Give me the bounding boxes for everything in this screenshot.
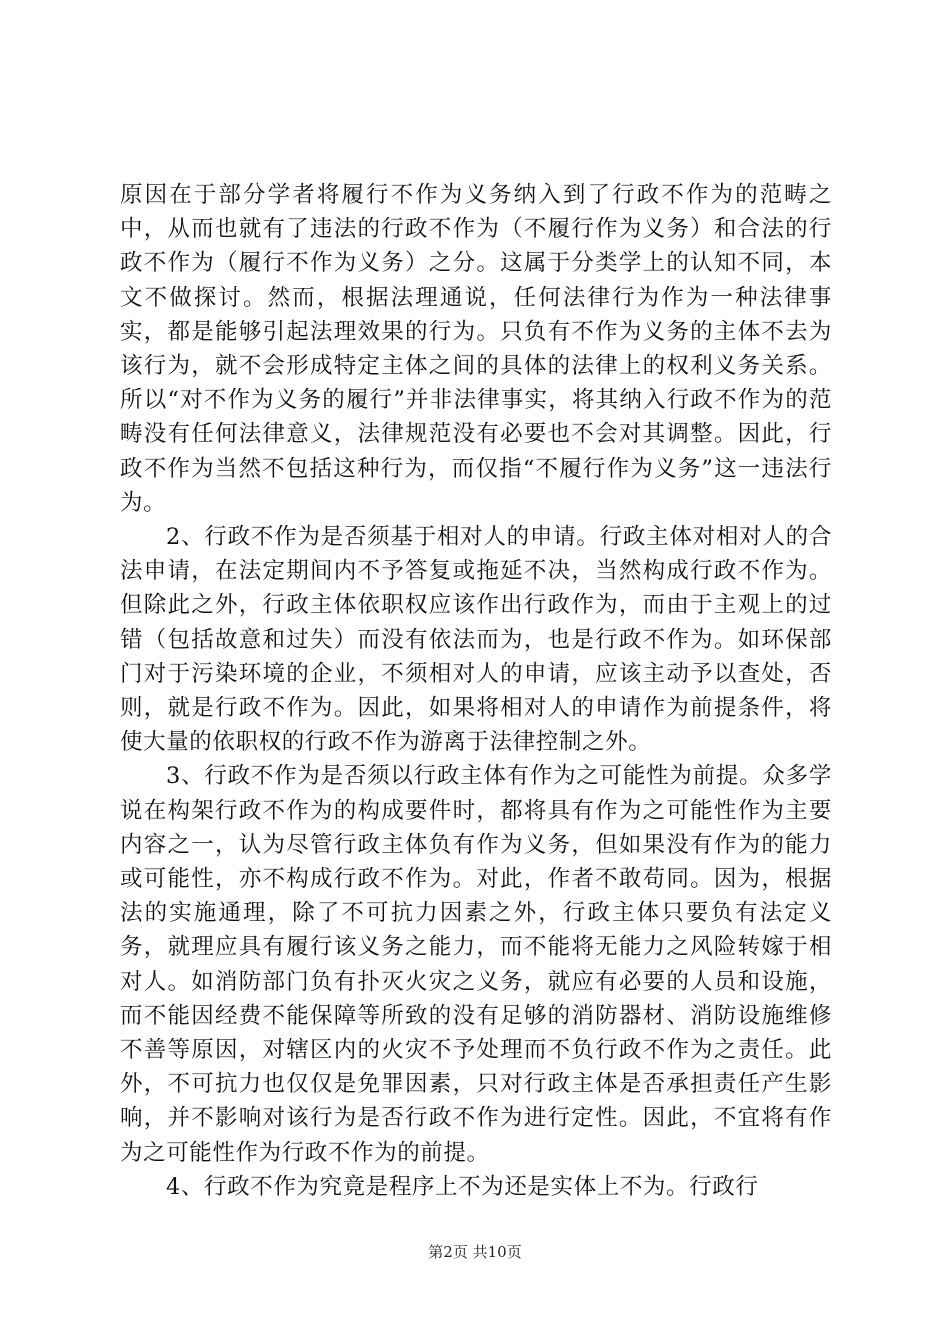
paragraph-point-4: 4、行政不作为究竟是程序上不为还是实体上不为。行政行: [166, 1173, 759, 1200]
body-text: [120, 178, 832, 1204]
paragraph-point-3: 3、行政不作为是否须以行政主体有作为之可能性为前提。众多学说在构架行政不作为的构成要件时，都将具有作为之可能性作为主要内容之一，认为尽管行政主体负有作为义务，但如果没有作为的能力或可能性，亦不构成行政不作为。对此，作者不敢苟同。因为，根据法的实施通理，除了不可抗力因素之外，行政主体只要负有法定义务，就理应具有履行该义务之能力，而不能将无能力之风险转嫁于相对人。如消防部门负有扑灭火灾之义务，就应有必要的人员和设施，而不能因经费不能保障等所致的没有足够的消防器材、消防设施维修不善等原因，对辖区内的火灾不予处理而不负行政不作为之责任。此外，不可抗力也仅仅是免罪因素，只对行政主体是否承担责任产生影响，并不影响对该行为是否行政不作为进行定性。因此，不宜将有作为之可能性作为行政不作为的前提。: [120, 763, 832, 1166]
paragraph-point-2: 2、行政不作为是否须基于相对人的申请。行政主体对相对人的合法申请，在法定期间内不予答复或拖延不决，当然构成行政不作为。但除此之外，行政主体依职权应该作出行政作为，而由于主观上的过错（包括故意和过失）而没有依法而为，也是行政不作为。如环保部门对于污染环境的企业，不须相对人的申请，应该主动予以查处，否则，就是行政不作为。因此，如果将相对人的申请作为前提条件，将使大量的依职权的行政不作为游离于法律控制之外。: [120, 524, 832, 756]
paragraph-continuation: 原因在于部分学者将履行不作为义务纳入到了行政不作为的范畴之中，从而也就有了违法的行政不作为（不履行作为义务）和合法的行政不作为（履行不作为义务）之分。这属于分类学上的认知不同，本文不做探讨。然而，根据法理通说，任何法律行为作为一种法律事实，都是能够引起法理效果的行为。只负有不作为义务的主体不去为该行为，就不会形成特定主体之间的具体的法律上的权利义务关系。所以“对不作为义务的履行”并非法律事实，将其纳入行政不作为的范畴没有任何法律意义，法律规范没有必要也不会对其调整。因此，行政不作为当然不包括这种行为，而仅指“不履行作为义务”这一违法行为。: [120, 182, 832, 516]
page-number-footer: 第2页 共10页: [428, 1243, 522, 1261]
